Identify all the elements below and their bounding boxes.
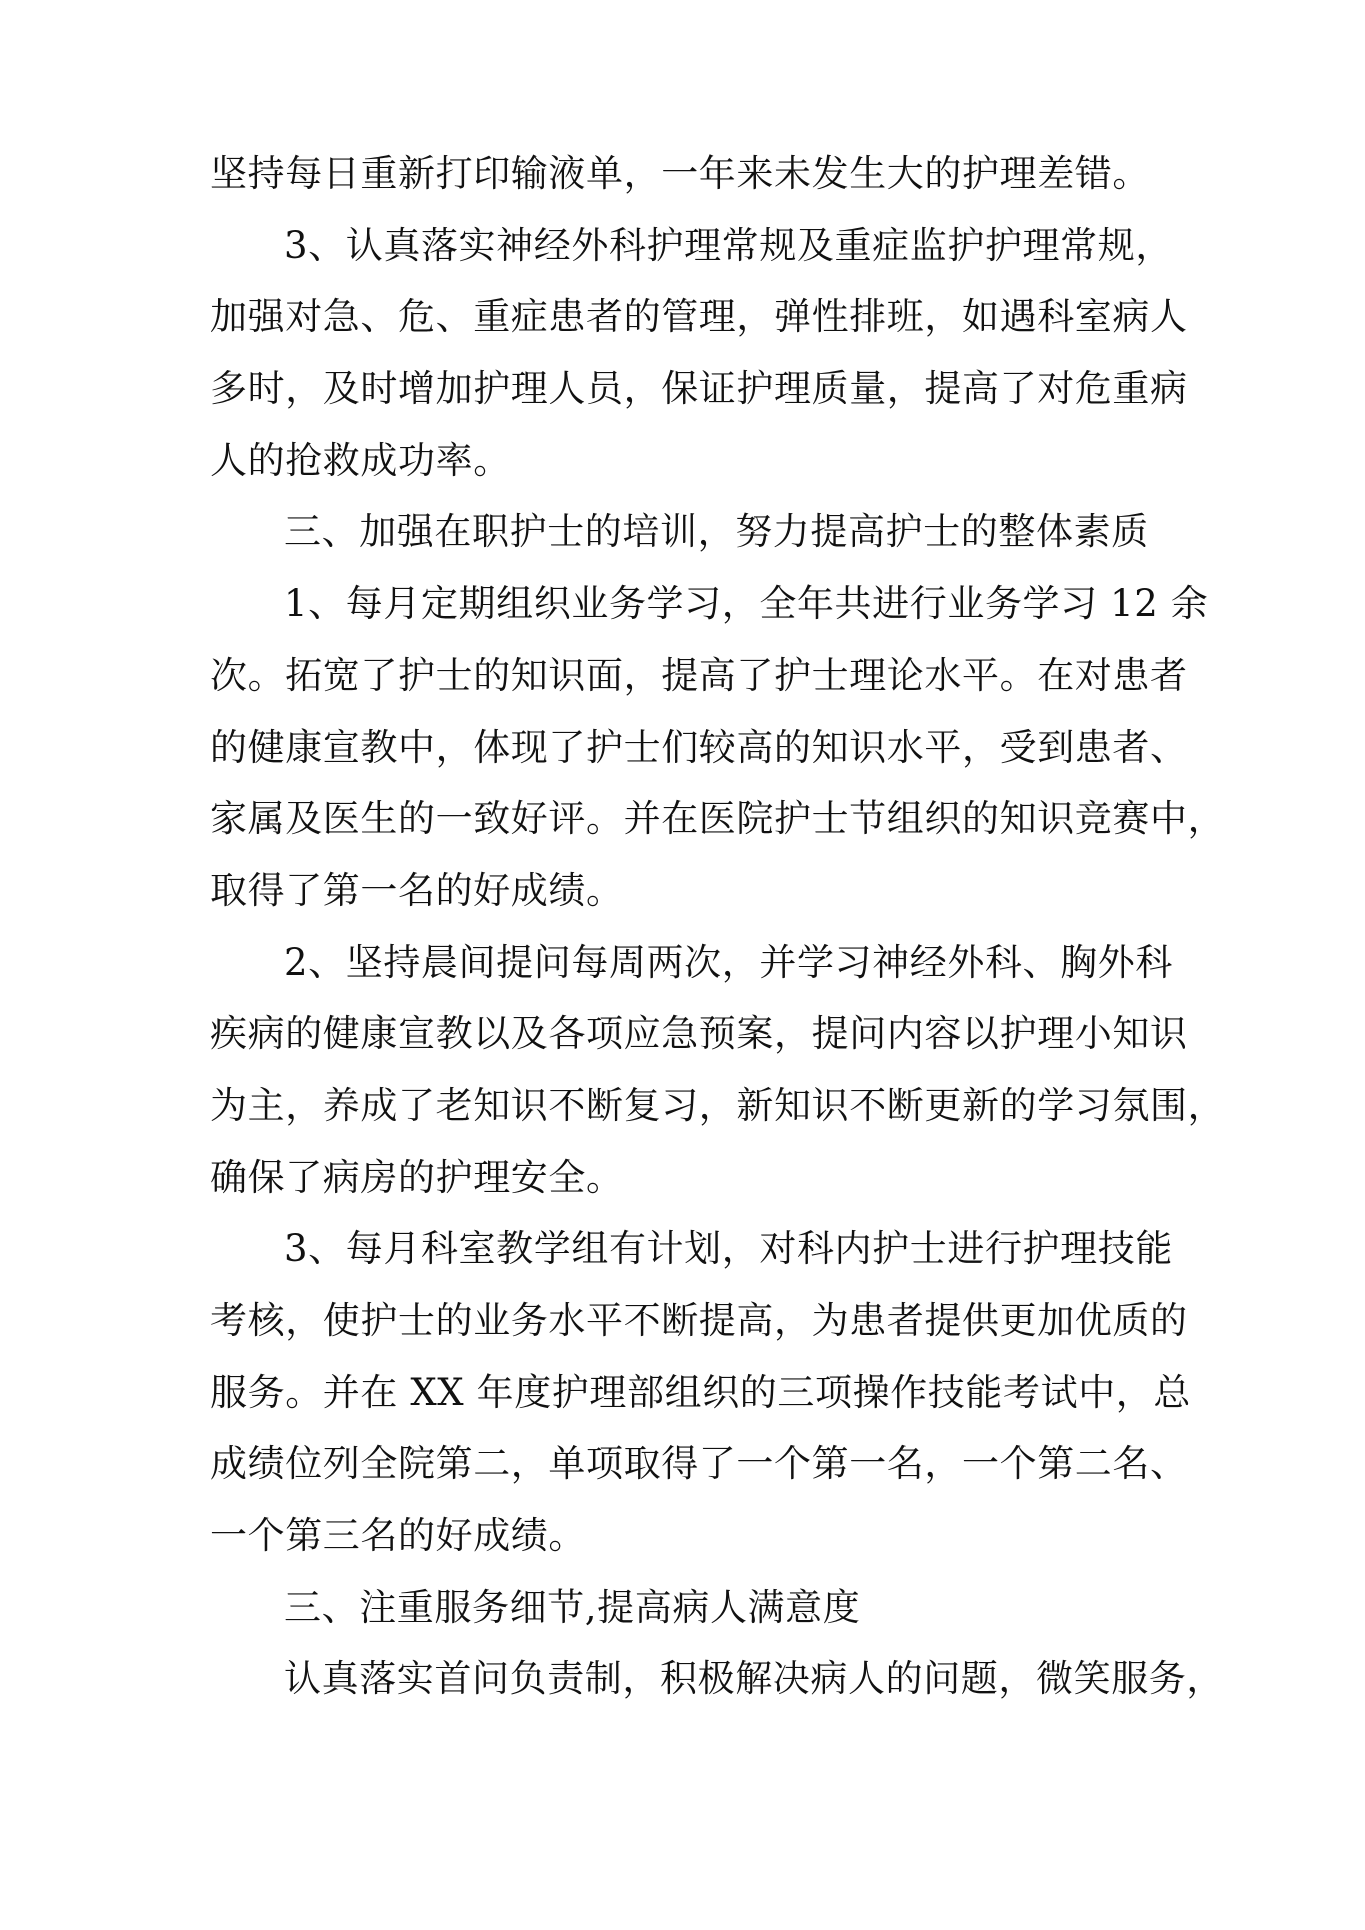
text-line: 取得了第一名的好成绩。 <box>210 868 624 912</box>
text-line: 多时，及时增加护理人员，保证护理质量，提高了对危重病 <box>210 367 1188 411</box>
text-line: 成绩位列全院第二，单项取得了一个第一名，一个第二名、 <box>210 1442 1188 1486</box>
text-line: 的健康宣教中，体现了护士们较高的知识水平，受到患者、 <box>210 725 1188 769</box>
section-heading: 三、注重服务细节,提高病人满意度 <box>284 1585 861 1629</box>
text-line: 认真落实首问负责制，积极解决病人的问题，微笑服务， <box>284 1657 1224 1701</box>
text-line: 确保了病房的护理安全。 <box>210 1155 624 1199</box>
text-line: 为主，养成了老知识不断复习，新知识不断更新的学习氛围， <box>210 1083 1226 1127</box>
text-line: 人的抢救成功率。 <box>210 438 511 482</box>
text-line: 考核，使护士的业务水平不断提高，为患者提供更加优质的 <box>210 1299 1188 1342</box>
text-line: 次。拓宽了护士的知识面，提高了护士理论水平。在对患者 <box>210 653 1188 697</box>
text-line: 3、每月科室教学组有计划，对科内护士进行护理技能 <box>284 1227 1173 1271</box>
text-line: 1、每月定期组织业务学习，全年共进行业务学习 12 余 <box>284 582 1209 626</box>
document-body <box>210 138 1226 1715</box>
text-line: 家属及医生的一致好评。并在医院护士节组织的知识竞赛中， <box>210 797 1226 841</box>
section-heading: 三、加强在职护士的培训，努力提高护士的整体素质 <box>284 510 1149 554</box>
text-line: 疾病的健康宣教以及各项应急预案，提问内容以护理小知识 <box>210 1012 1188 1056</box>
text-line: 2、坚持晨间提问每周两次，并学习神经外科、胸外科 <box>284 940 1173 984</box>
text-line: 一个第三名的好成绩。 <box>210 1514 586 1558</box>
text-line: 坚持每日重新打印输液单，一年来未发生大的护理差错。 <box>210 152 1150 195</box>
text-line: 加强对急、危、重症患者的管理，弹性排班，如遇科室病人 <box>210 295 1188 339</box>
text-line: 服务。并在 XX 年度护理部组织的三项操作技能考试中，总 <box>210 1370 1192 1414</box>
text-line: 3、认真落实神经外科护理常规及重症监护护理常规， <box>284 223 1173 267</box>
